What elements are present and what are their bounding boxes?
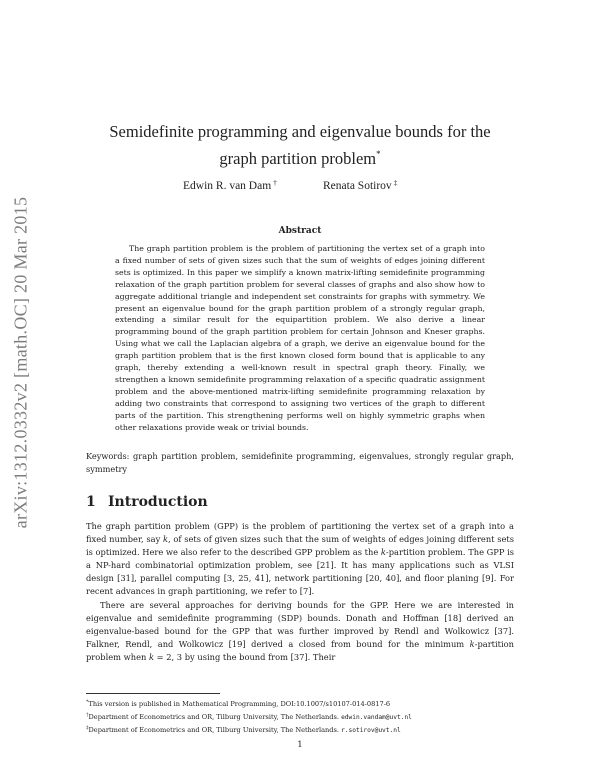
title-line-2 <box>86 143 514 170</box>
intro-p1-text-b: , of sets of given sizes such that the sum of weights of edges joining different sets is optimized. Here we also refer to the described GPP problem as the <box>86 534 514 558</box>
intro-p2-text-b: -partition problem when <box>86 638 514 662</box>
keywords: Keywords: graph partition problem, semidefinite programming, eigenvalues, strongly regular graph, symmetry <box>86 451 514 474</box>
author-2 <box>323 178 397 192</box>
section-title: Introduction <box>108 494 208 510</box>
author-list <box>0 178 600 194</box>
abstract-text: The graph partition problem is the problem of partitioning the vertex set of a graph into a fixed number of sets of given sizes such that the sum of weights of edges joining different sets is optimized. In this paper we simplify a known matrix-lifting semidefinite programming relaxation of the graph partition problem for several classes of graphs and also show how to aggregate additional triangle and independent set constraints for graphs with symmetry. We present an eigenvalue bound for the graph partition problem of a strongly regular graph, extending a similar result for the equipartition problem. We also derive a linear programming bound of the graph partition problem for certain Johnson and Kneser graphs. Using what we call the Laplacian algebra of a graph, we derive an eigenvalue bound for the graph partition problem that is the first known closed form bound that is applicable to any graph, thereby extending a well-known result in spectral graph theory. Finally, we strengthen a known semidefinite programming relaxation of a specific quadratic assignment problem and the above-mentioned matrix-lifting semidefinite programming relaxation by adding two constraints that correspond to assigning two vertices of the graph to different parts of the partition. This strengthening performs well on highly symmetric graphs when other relaxations provide weak or trivial bounds. <box>115 244 485 432</box>
footnote-1-mark: * <box>86 699 89 705</box>
intro-body <box>86 520 514 664</box>
section-heading <box>86 494 208 510</box>
footnote-2-mark: † <box>86 711 89 718</box>
page-number: 1 <box>297 740 303 750</box>
title-footnote-mark: * <box>376 149 381 159</box>
footnote-2 <box>86 710 526 724</box>
intro-p2-text-a: There are several approaches for deriving bounds for the GPP. Here we are interested in eigenvalue and semidefinite programming (SDP) bounds. Donath and Hoffman [18] derived an eigenvalue-based bound for the GPP that was further improved by Rendl and Wolkowicz [37]. Falkner, Rendl, and Wolkowicz [19] derived a closed from bound for the minimum <box>86 599 514 649</box>
footnote-3-mark: ‡ <box>86 725 89 732</box>
intro-p1-text-a: The graph partition problem (GPP) is the problem of partitioning the vertex set of a graph into a fixed number, say <box>86 521 514 545</box>
intro-p2-var-k: k <box>469 638 475 649</box>
title-line-2-text: graph partition problem <box>219 149 377 168</box>
intro-paragraph-2 <box>86 599 514 664</box>
author-1-mark: † <box>273 178 277 187</box>
footnote-3-email[interactable]: r.sotirov@uvt.nl <box>341 727 401 735</box>
footnote-3 <box>86 723 526 737</box>
intro-p2-var-k: k <box>149 651 155 662</box>
footnote-rule <box>86 693 220 694</box>
footnote-2-text: Department of Econometrics and OR, Tilburg University, The Netherlands. <box>88 712 342 721</box>
author-1 <box>183 178 277 192</box>
title-line-1: Semidefinite programming and eigenvalue bounds for the <box>109 122 491 141</box>
author-2-name: Renata Sotirov <box>323 180 392 192</box>
intro-p2-text-c: = 2, 3 by using the bound from [37]. Their <box>154 651 336 662</box>
footnote-2-email[interactable]: edwin.vandam@uvt.nl <box>341 713 412 721</box>
intro-p1-text-c: -partition problem. The GPP is a NP-hard combinatorial optimization problem, see [21]. It has many applications such as VLSI design [31], parallel computing [3, 25, 41], network partitioning [20, 40], and floor planing [9]. For recent advances in graph partitioning, we refer to [7]. <box>86 547 514 597</box>
footnote-1 <box>86 697 526 710</box>
footnote-1-text: This version is published in Mathematical Programming, DOI:10.1007/s10107-014-0817-6 <box>88 700 391 708</box>
arxiv-stamp-text: arXiv:1312.0332v2 [math.OC] 20 Mar 2015 <box>10 196 31 528</box>
author-2-mark: ‡ <box>393 178 398 187</box>
intro-p1-var-k: k <box>163 534 169 545</box>
footnotes <box>86 697 526 737</box>
arxiv-stamp <box>2 182 40 542</box>
section-number: 1 <box>86 494 96 510</box>
author-1-name: Edwin R. van Dam <box>183 180 272 192</box>
intro-p1-var-k: k <box>380 547 386 558</box>
footnote-3-text: Department of Econometrics and OR, Tilburg University, The Netherlands. <box>88 726 342 735</box>
intro-paragraph-1 <box>86 520 514 599</box>
abstract-heading: Abstract <box>278 226 322 236</box>
paper-title <box>86 121 514 170</box>
